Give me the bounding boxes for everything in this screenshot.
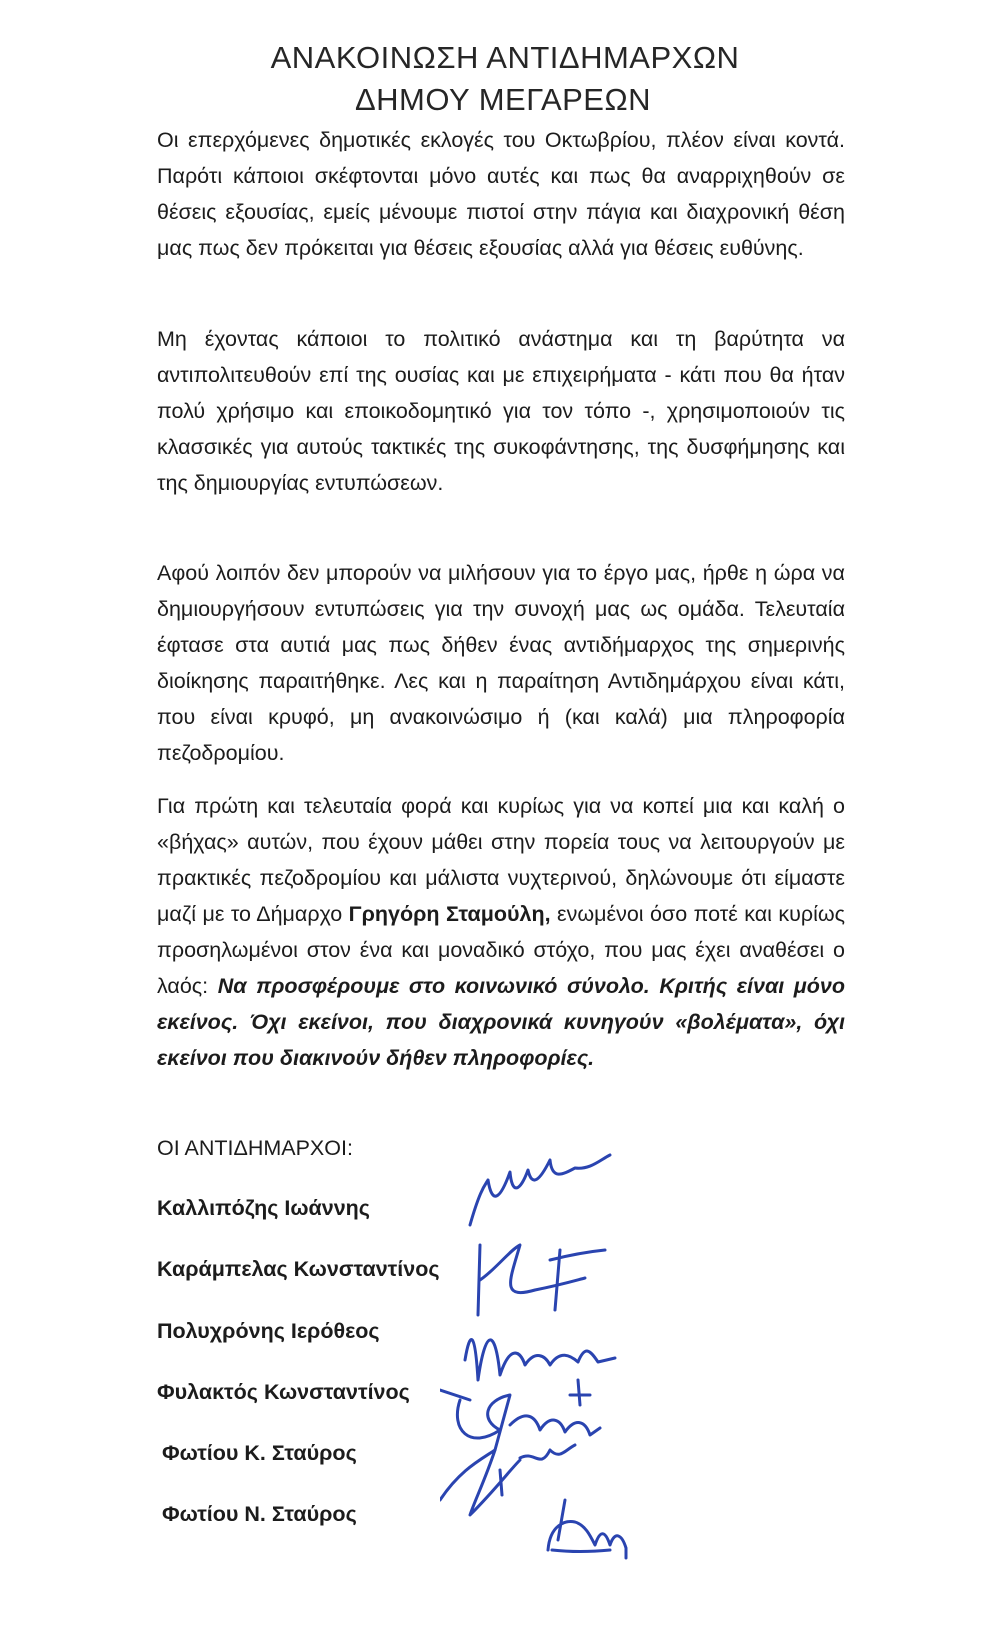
title-line-1: ΑΝΑΚΟΙΝΩΣΗ ΑΝΤΙΔΗΜΑΡΧΩΝ (270, 40, 740, 75)
signature-3 (465, 1340, 615, 1380)
signature-2 (478, 1245, 605, 1315)
signature-5 (440, 1380, 590, 1515)
signer-name: Φωτίου Ν. Σταύρος (162, 1502, 357, 1526)
signature-4 (440, 1390, 600, 1450)
closing-statement: Να προσφέρουμε στο κοινωνικό σύνολο. Κριτής είναι μόνο εκείνος. Όχι εκείνοι, που διαχρονικά κυνηγούν «βολέματα», όχι εκείνοι που διακινούν δήθεν πληροφορίες. (157, 974, 845, 1070)
signer-name: Πολυχρόνης Ιερόθεος (157, 1319, 380, 1343)
signer-name: Φυλακτός Κωνσταντίνος (157, 1380, 410, 1404)
paragraph-3: Αφού λοιπόν δεν μπορούν να μιλήσουν για το έργο μας, ήρθε η ώρα να δημιουργήσουν εντυπώσεις για την συνοχή μας ως ομάδα. Τελευταία έφτασε στα αυτιά μας πως δήθεν ένας αντιδήμαρχος της σημερινής διοίκησης παραιτήθηκε. Λες και η παραίτηση Αντιδημάρχου είναι κάτι, που είναι κρυφό, μη ανακοινώσιμο ή (και καλά) μια πληροφορία πεζοδρομίου. (157, 561, 845, 765)
mayor-name: Γρηγόρη Σταμούλη, (348, 902, 551, 926)
title-line-2: ΔΗΜΟΥ ΜΕΓΑΡΕΩΝ (354, 82, 652, 117)
signature-1 (470, 1155, 610, 1225)
paragraph-4-text-b: ενωμένοι όσο ποτέ και κυρίως προσηλωμένοι στον ένα και μοναδικό στόχο, που μας έχει αναθέσει ο λαός: (157, 902, 845, 998)
signatures-image (440, 1150, 670, 1620)
signer-name: Καράμπελας Κωνσταντίνος (157, 1257, 440, 1281)
signer-name: Φωτίου Κ. Σταύρος (162, 1441, 357, 1465)
paragraph-1: Οι επερχόμενες δημοτικές εκλογές του Οκτωβρίου, πλέον είναι κοντά. Παρότι κάποιοι σκέφτονται μόνο αυτές και πως θα αναρριχηθούν σε θέσεις εξουσίας, εμείς μένουμε πιστοί στην πάγια και διαχρονική θέση μας πως δεν πρόκειται για θέσεις εξουσίας αλλά για θέσεις ευθύνης. (157, 128, 845, 260)
paragraph-4-text-a: Για πρώτη και τελευταία φορά και κυρίως για να κοπεί μια και καλή ο «βήχας» αυτών, που έχουν μάθει στην πορεία τους να λειτουργούν με πρακτικές πεζοδρομίου και μάλιστα νυχτερινού, δηλώνουμε ότι είμαστε μαζί με το Δήμαρχο (157, 794, 845, 926)
signer-name: Καλλιπόζης Ιωάννης (157, 1196, 370, 1220)
paragraph-2: Μη έχοντας κάποιοι το πολιτικό ανάστημα και τη βαρύτητα να αντιπολιτευθούν επί της ουσίας και με επιχειρήματα - κάτι που θα ήταν πολύ χρήσιμο και εποικοδομητικό για τον τόπο -, χρησιμοποιούν τις κλασσικές για αυτούς τακτικές της συκοφάντησης, της δυσφήμησης και της δημιουργίας εντυπώσεων. (157, 327, 845, 495)
signers-heading: ΟΙ ΑΝΤΙΔΗΜΑΡΧΟΙ: (157, 1136, 353, 1160)
signature-6 (548, 1500, 626, 1558)
paragraph-4 (157, 788, 845, 1076)
